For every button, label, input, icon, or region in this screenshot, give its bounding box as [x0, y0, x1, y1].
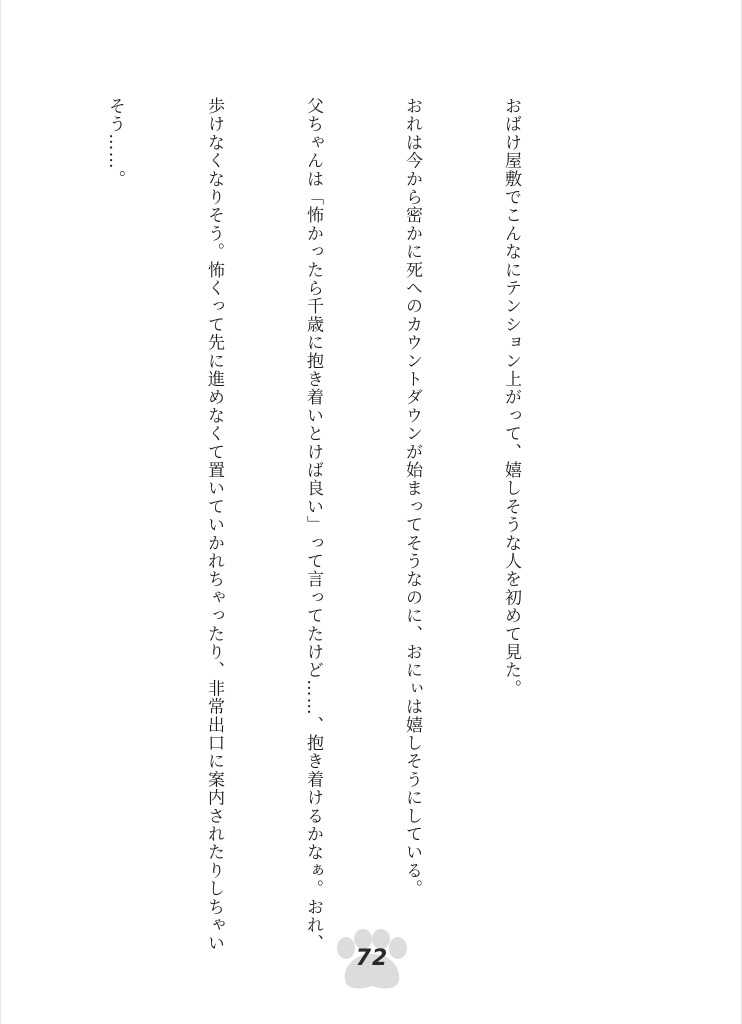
text-line-3: 父ちゃんは「怖かったら千歳に抱き着いとけば良い」って言ってたけど……、抱き着けるかなぁ。おれ、: [303, 97, 323, 953]
text-line-2: おれは今から密かに死へのカウントダウンが始まってそうなのに、おにぃは嬉しそうにしている。: [402, 97, 422, 898]
body-text: [0, 97, 593, 953]
text-line-5: そう……。: [105, 97, 125, 188]
text-line-4: 歩けなくなりそう。怖くって先に進めなくて置いていかれちゃったり、非常出口に案内されたりしちゃい: [204, 97, 224, 953]
page-number: 72: [355, 946, 389, 971]
text-line-1: おばけ屋敷でこんなにテンション上がって、嬉しそうな人を初めて見た。: [501, 97, 521, 698]
